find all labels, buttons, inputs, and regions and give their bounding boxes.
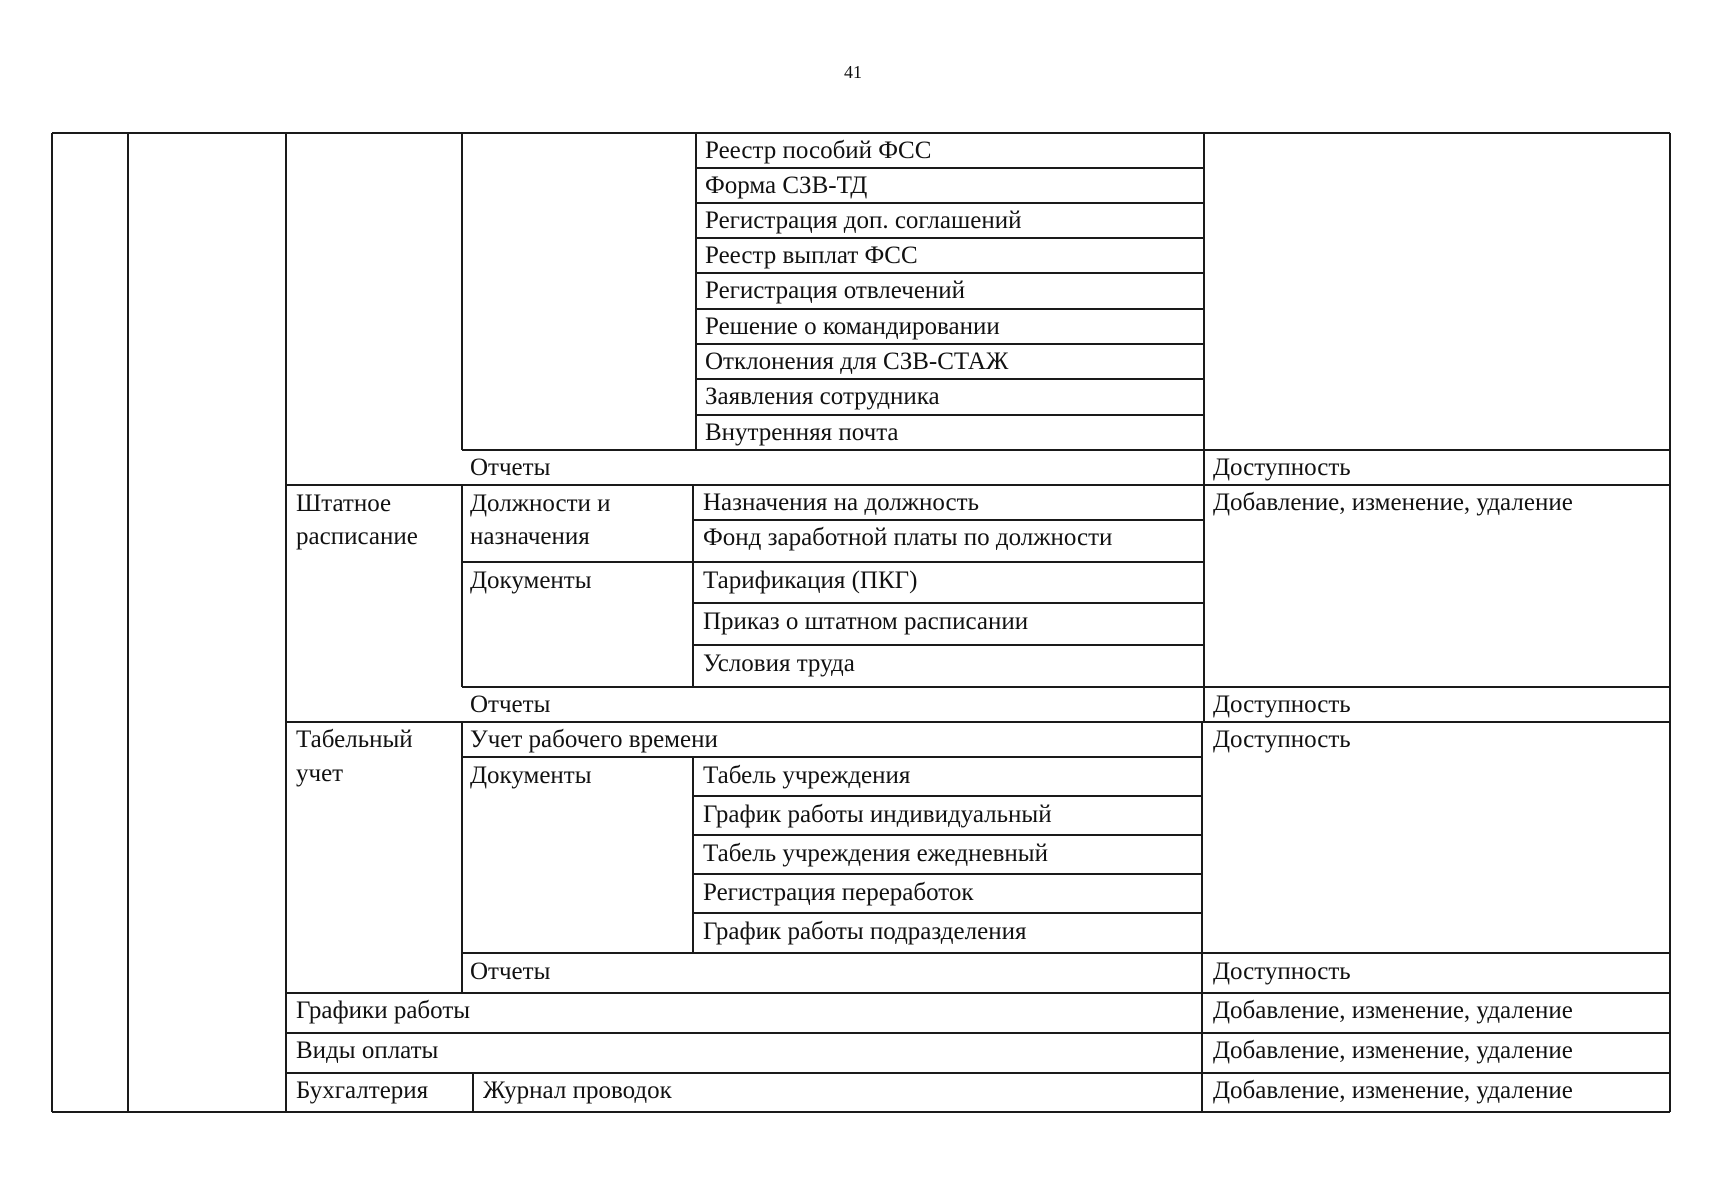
cell-reshenie-komand: Решение о командировании bbox=[705, 313, 1000, 340]
group-dokumenty: Документы bbox=[470, 567, 592, 594]
cell-grafik-podr: График работы подразделения bbox=[703, 918, 1027, 945]
cell-otkloneniya-szv: Отклонения для СЗВ-СТАЖ bbox=[705, 348, 1009, 375]
row-vidy-oplaty: Виды оплаты bbox=[296, 1037, 439, 1064]
cell-reestr-vyplat: Реестр выплат ФСС bbox=[705, 242, 918, 269]
cell-forma-szv-td: Форма СЗВ-ТД bbox=[705, 172, 868, 199]
row-buhgalteriya: Бухгалтерия bbox=[296, 1077, 429, 1104]
cell-otchety: Отчеты bbox=[470, 454, 551, 481]
cell-usloviya-truda: Условия труда bbox=[703, 650, 855, 677]
cell-reg-dop-sogl: Регистрация доп. соглашений bbox=[705, 207, 1022, 234]
cell-tarifikatsiya: Тарификация (ПКГ) bbox=[703, 567, 918, 594]
cell-fond-zp: Фонд заработной платы по должности bbox=[703, 524, 1113, 551]
group-dokumenty: Документы bbox=[470, 762, 592, 789]
cell-tabel-uchr: Табель учреждения bbox=[703, 762, 911, 789]
cell-dostupnost: Доступность bbox=[1213, 726, 1351, 753]
cell-reestr-posobiy: Реестр пособий ФСС bbox=[705, 137, 932, 164]
cell-otchety: Отчеты bbox=[470, 691, 551, 718]
cell-add-edit-delete: Добавление, изменение, удаление bbox=[1213, 997, 1573, 1024]
section-tabelny-line2: учет bbox=[296, 760, 344, 787]
cell-zayavleniya: Заявления сотрудника bbox=[705, 383, 940, 410]
cell-add-edit-delete: Добавление, изменение, удаление bbox=[1213, 1077, 1573, 1104]
cell-grafik-ind: График работы индивидуальный bbox=[703, 801, 1052, 828]
cell-dostupnost: Доступность bbox=[1213, 958, 1351, 985]
cell-dostupnost: Доступность bbox=[1213, 454, 1351, 481]
group-dolzhnosti-line2: назначения bbox=[470, 523, 590, 550]
cell-naznacheniya: Назначения на должность bbox=[703, 489, 979, 516]
cell-reg-pererabotok: Регистрация переработок bbox=[703, 879, 974, 906]
section-shtatnoe-line1: Штатное bbox=[296, 490, 392, 517]
cell-prikaz-shtat: Приказ о штатном расписании bbox=[703, 608, 1029, 635]
cell-reg-otvlecheniy: Регистрация отвлечений bbox=[705, 277, 966, 304]
cell-dostupnost: Доступность bbox=[1213, 691, 1351, 718]
cell-add-edit-delete: Добавление, изменение, удаление bbox=[1213, 1037, 1573, 1064]
cell-otchety: Отчеты bbox=[470, 958, 551, 985]
page-number: 41 bbox=[844, 62, 862, 82]
section-tabelny-line1: Табельный bbox=[296, 726, 413, 753]
row-grafiki-raboty: Графики работы bbox=[296, 997, 471, 1024]
cell-uchet-vremeni: Учет рабочего времени bbox=[470, 726, 718, 753]
cell-tabel-ezhedn: Табель учреждения ежедневный bbox=[703, 840, 1048, 867]
section-shtatnoe-line2: расписание bbox=[296, 523, 418, 550]
cell-zhurnal-provodok: Журнал проводок bbox=[483, 1077, 672, 1104]
group-dolzhnosti-line1: Должности и bbox=[470, 490, 611, 517]
cell-add-edit-delete: Добавление, изменение, удаление bbox=[1213, 489, 1573, 516]
cell-vnutr-pochta: Внутренняя почта bbox=[705, 419, 899, 446]
